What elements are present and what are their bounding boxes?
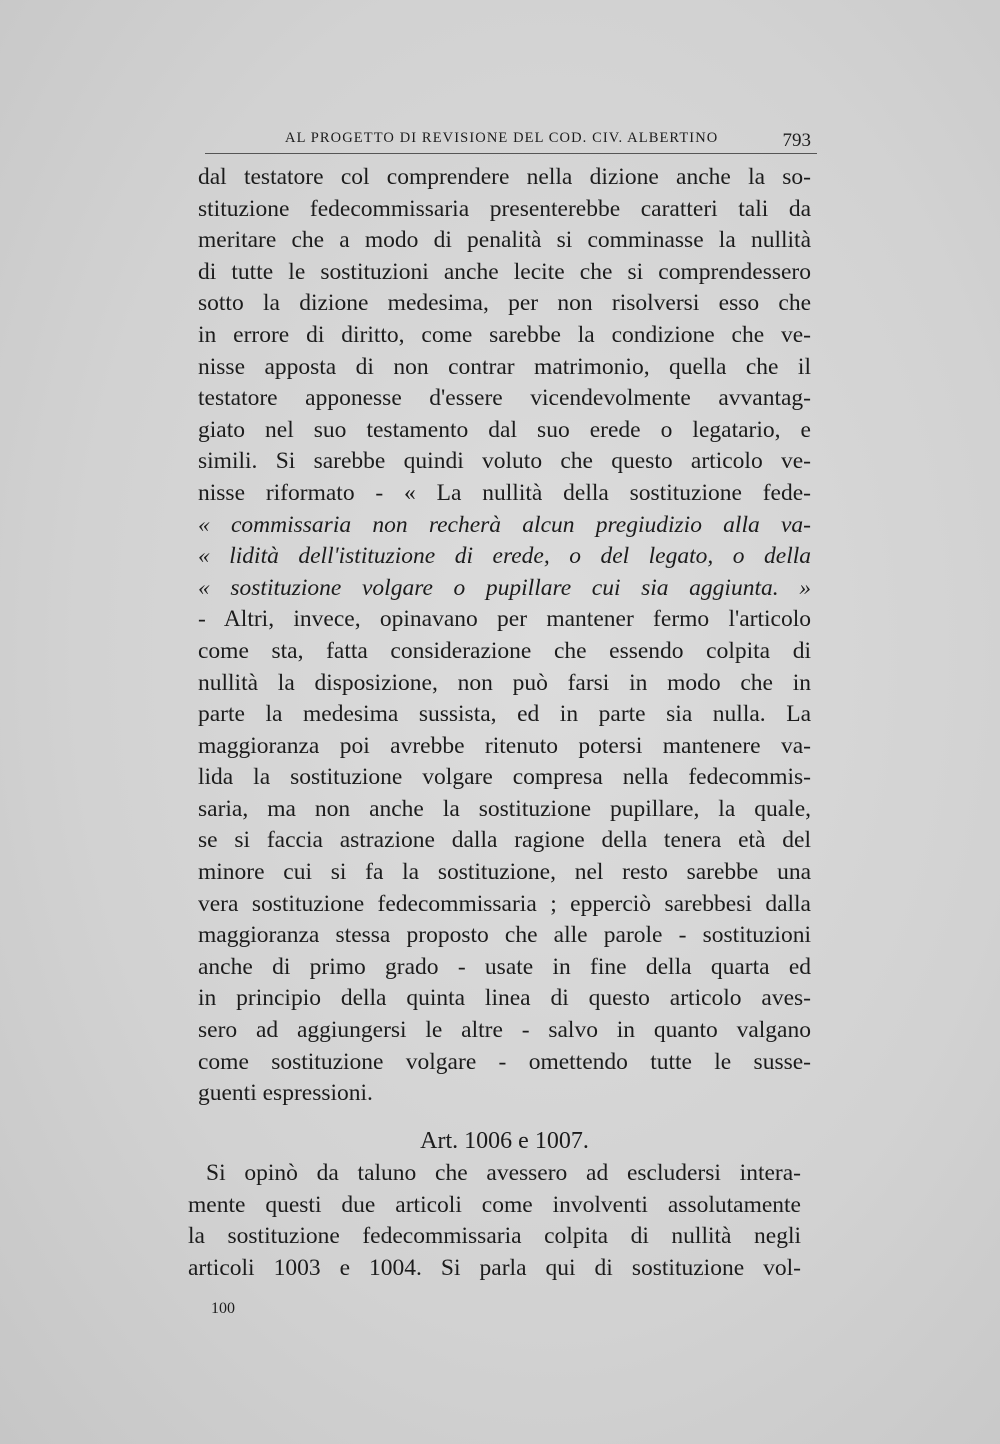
section-text — [188, 1158, 801, 1284]
text-line: giato nel suo testamento dal suo erede o legatario, e — [198, 416, 811, 443]
text-line: nisse riformato - « La nullità della sostituzione fede- — [198, 479, 811, 506]
text-line: simili. Si sarebbe quindi voluto che questo articolo ve- — [198, 448, 811, 475]
text-line: la sostituzione fedecommissaria colpita di nullità negli — [188, 1223, 801, 1250]
text-line: stituzione fedecommissaria presenterebbe caratteri tali da — [198, 195, 811, 222]
running-title: AL PROGETTO DI REVISIONE DEL COD. CIV. ALBERTINO — [285, 130, 719, 146]
page-number: 793 — [782, 130, 811, 151]
text-line: maggioranza stessa proposto che alle parole - sostituzioni — [198, 922, 811, 949]
text-line: maggioranza poi avrebbe ritenuto potersi mantenere va- — [198, 732, 811, 759]
text-line: se si faccia astrazione dalla ragione della tenera età del — [198, 827, 811, 854]
text-line: saria, ma non anche la sostituzione pupillare, la quale, — [198, 795, 811, 822]
text-line: sotto la dizione medesima, per non risolversi esso che — [198, 290, 811, 317]
text-line: testatore apponesse d'essere vicendevolmente avvantag- — [198, 385, 811, 412]
text-line: dal testatore col comprendere nella dizione anche la so- — [198, 164, 811, 190]
text-line: vera sostituzione fedecommissaria ; epperciò sarebbesi dalla — [198, 890, 811, 917]
text-line: nisse apposta di non contrar matrimonio, quella che il — [198, 353, 811, 380]
text-line: parte la medesima sussista, ed in parte sia nulla. La — [198, 701, 811, 728]
text-line: come sta, fatta considerazione che essendo colpita di — [198, 637, 811, 664]
text-line: minore cui si fa la sostituzione, nel resto sarebbe una — [198, 859, 811, 886]
quoted-line: « sostituzione volgare o pupillare cui sia aggiunta. » — [198, 574, 811, 601]
text-line: in principio della quinta linea di questo articolo aves- — [198, 985, 811, 1012]
text-line: articoli 1003 e 1004. Si parla qui di sostituzione vol- — [188, 1254, 801, 1281]
text-line: come sostituzione volgare - omettendo tutte le susse- — [198, 1048, 811, 1075]
quoted-line: « commissaria non recherà alcun pregiudizio alla va- — [198, 511, 811, 538]
text-line: Si opinò da taluno che avessero ad escludersi intera- — [206, 1160, 801, 1186]
header-rule — [205, 153, 817, 154]
section-heading: Art. 1006 e 1007. — [420, 1128, 589, 1154]
text-line: mente questi due articoli come involventi assolutamente — [188, 1191, 801, 1218]
text-line: lida la sostituzione volgare compresa nella fedecommis- — [198, 764, 811, 791]
quoted-line: « lidità dell'istituzione di erede, o del legato, o della — [198, 543, 811, 570]
text-line: in errore di diritto, come sarebbe la condizione che ve- — [198, 321, 811, 348]
body-text — [198, 162, 811, 1110]
text-line: guenti espressioni. — [198, 1080, 373, 1107]
text-line: anche di primo grado - usate in fine della quarta ed — [198, 953, 811, 980]
text-line: di tutte le sostituzioni anche lecite che si comprendessero — [198, 258, 811, 285]
signature-mark: 100 — [211, 1300, 235, 1317]
text-line: - Altri, invece, opinavano per mantener fermo l'articolo — [198, 606, 811, 633]
text-line: sero ad aggiungersi le altre - salvo in quanto valgano — [198, 1017, 811, 1044]
text-line: meritare che a modo di penalità si comminasse la nullità — [198, 227, 811, 254]
text-line: nullità la disposizione, non può farsi in modo che in — [198, 669, 811, 696]
page-header — [205, 128, 817, 154]
